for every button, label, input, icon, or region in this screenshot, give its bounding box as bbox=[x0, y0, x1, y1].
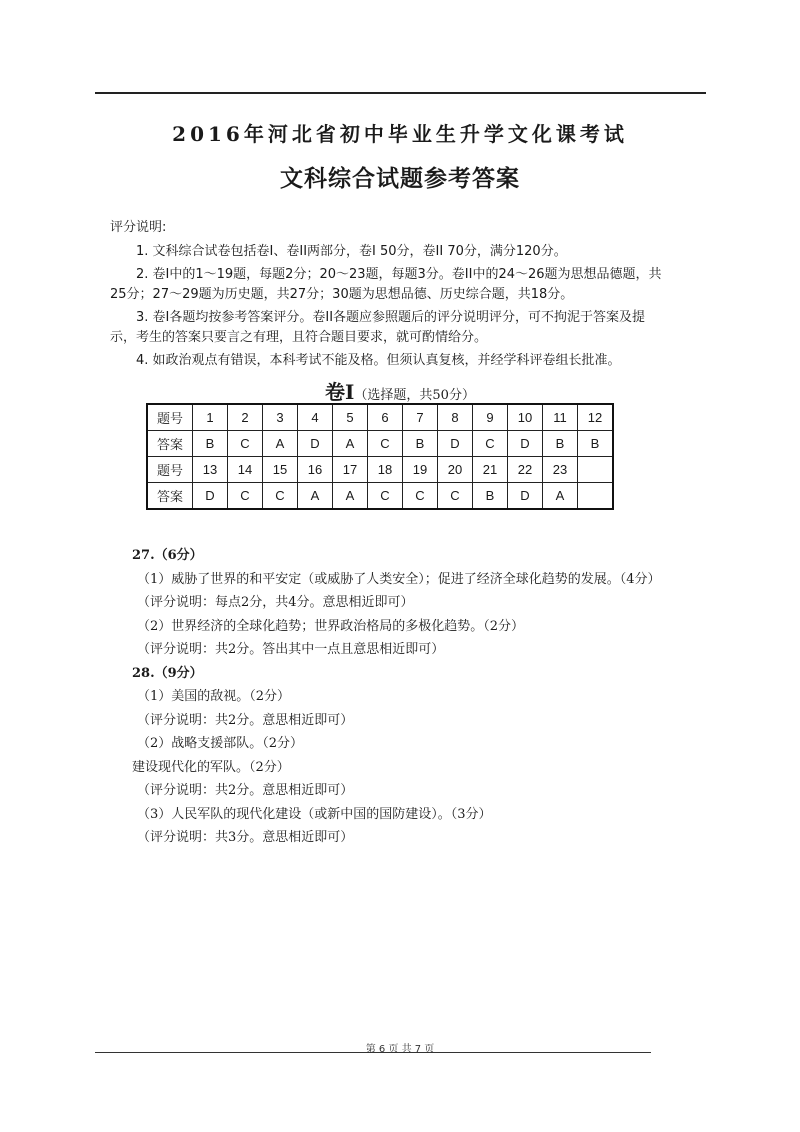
answer-line: （评分说明：共2分。答出其中一点且意思相近即可） bbox=[137, 642, 445, 657]
table-cell: 3 bbox=[263, 404, 298, 431]
table-row bbox=[147, 483, 613, 510]
table-cell: C bbox=[473, 431, 508, 457]
row-label-cell: 答案 bbox=[147, 431, 193, 457]
answers-section bbox=[132, 544, 692, 850]
note-item: 4. 如政治观点有错误，本科考试不能及格。但须认真复核，并经学科评卷组长批准。 bbox=[136, 353, 621, 368]
table-cell: 21 bbox=[473, 457, 508, 483]
row-label-cell: 题号 bbox=[147, 457, 193, 483]
table-row bbox=[147, 457, 613, 483]
note-item: 2. 卷I中的1～19题，每题2分；20～23题，每题3分。卷II中的24～26题为思想品德题，共25分；27～29题为历史题，共27分；30题为思想品德、历史综合题，共18分。 bbox=[110, 267, 662, 302]
table-cell: B bbox=[578, 431, 614, 457]
answer-line: （评分说明：共2分。意思相近即可） bbox=[137, 712, 354, 728]
table-cell: 23 bbox=[543, 457, 578, 483]
table-cell: A bbox=[263, 431, 298, 457]
table-cell: C bbox=[228, 483, 263, 510]
table-cell: 10 bbox=[508, 404, 543, 431]
table-cell: D bbox=[298, 431, 333, 457]
row-label-cell: 题号 bbox=[147, 404, 193, 431]
question-heading: 27.（6分） bbox=[132, 548, 203, 563]
page-title: 2016年河北省初中毕业生升学文化课考试 bbox=[172, 122, 628, 146]
section-one-title bbox=[0, 376, 800, 405]
answer-line: （3）人民军队的现代化建设（或新中国的国防建设）。（3分） bbox=[137, 806, 492, 822]
table-cell: A bbox=[333, 483, 368, 510]
table-cell: B bbox=[403, 431, 438, 457]
table-cell: 11 bbox=[543, 404, 578, 431]
answer-line: （评分说明：共3分。意思相近即可） bbox=[137, 830, 354, 845]
table-cell: A bbox=[298, 483, 333, 510]
answer-line: 建设现代化的军队。（2分） bbox=[132, 759, 290, 775]
table-cell: 14 bbox=[228, 457, 263, 483]
table-cell bbox=[578, 457, 614, 483]
table-cell: B bbox=[473, 483, 508, 510]
answer-line: （评分说明：共2分。意思相近即可） bbox=[137, 783, 354, 798]
page-footer: 第 6 页 共 7 页 bbox=[365, 1044, 435, 1055]
table-cell: C bbox=[368, 431, 403, 457]
table-cell: D bbox=[508, 483, 543, 510]
note-item: 1. 文科综合试卷包括卷I、卷II两部分，卷I 50分，卷II 70分，满分120分。 bbox=[136, 244, 567, 259]
notes-heading: 评分说明: bbox=[110, 220, 167, 235]
table-cell: 9 bbox=[473, 404, 508, 431]
table-cell: D bbox=[508, 431, 543, 457]
table-cell: 1 bbox=[193, 404, 228, 431]
table-cell: D bbox=[438, 431, 473, 457]
section-one-subtitle: （选择题，共50分） bbox=[354, 388, 475, 403]
answer-line: （1）威胁了世界的和平安定（或威胁了人类安全）；促进了经济全球化趋势的发展。（4分） bbox=[137, 571, 661, 587]
table-cell: 13 bbox=[193, 457, 228, 483]
table-cell: 8 bbox=[438, 404, 473, 431]
answer-line: （2）战略支援部队。（2分） bbox=[137, 736, 304, 751]
table-cell: B bbox=[543, 431, 578, 457]
note-item: 3. 卷I各题均按参考答案评分。卷II各题应参照题后的评分说明评分，可不拘泥于答案及提示，考生的答案只要言之有理，且符合题目要求，就可酌情给分。 bbox=[110, 310, 646, 345]
answer-line: （评分说明：每点2分，共4分。意思相近即可） bbox=[137, 595, 414, 610]
table-cell: D bbox=[193, 483, 228, 510]
table-row bbox=[147, 404, 613, 431]
table-cell: C bbox=[263, 483, 298, 510]
table-cell: 16 bbox=[298, 457, 333, 483]
table-cell: C bbox=[368, 483, 403, 510]
page-subtitle: 文科综合试题参考答案 bbox=[280, 166, 520, 192]
table-cell: 12 bbox=[578, 404, 614, 431]
table-cell: A bbox=[543, 483, 578, 510]
table-cell: 7 bbox=[403, 404, 438, 431]
answer-line: （2）世界经济的全球化趋势；世界政治格局的多极化趋势。（2分） bbox=[137, 618, 525, 634]
question-heading: 28.（9分） bbox=[132, 665, 203, 681]
table-cell: 15 bbox=[263, 457, 298, 483]
section-one-label: 卷I bbox=[325, 380, 355, 404]
table-cell: 2 bbox=[228, 404, 263, 431]
table-cell: C bbox=[438, 483, 473, 510]
table-cell: A bbox=[333, 431, 368, 457]
table-cell: 19 bbox=[403, 457, 438, 483]
answer-line: （1）美国的敌视。（2分） bbox=[137, 689, 291, 704]
table-cell: 6 bbox=[368, 404, 403, 431]
table-cell: B bbox=[193, 431, 228, 457]
table-cell: 5 bbox=[333, 404, 368, 431]
table-cell: 22 bbox=[508, 457, 543, 483]
table-cell bbox=[578, 483, 614, 510]
top-rule bbox=[95, 92, 706, 94]
scoring-notes bbox=[110, 218, 670, 374]
table-cell: 4 bbox=[298, 404, 333, 431]
table-cell: 18 bbox=[368, 457, 403, 483]
table-row bbox=[147, 431, 613, 457]
table-cell: 17 bbox=[333, 457, 368, 483]
table-cell: C bbox=[403, 483, 438, 510]
table-cell: 20 bbox=[438, 457, 473, 483]
table-cell: C bbox=[228, 431, 263, 457]
row-label-cell: 答案 bbox=[147, 483, 193, 510]
answer-table bbox=[146, 403, 614, 510]
